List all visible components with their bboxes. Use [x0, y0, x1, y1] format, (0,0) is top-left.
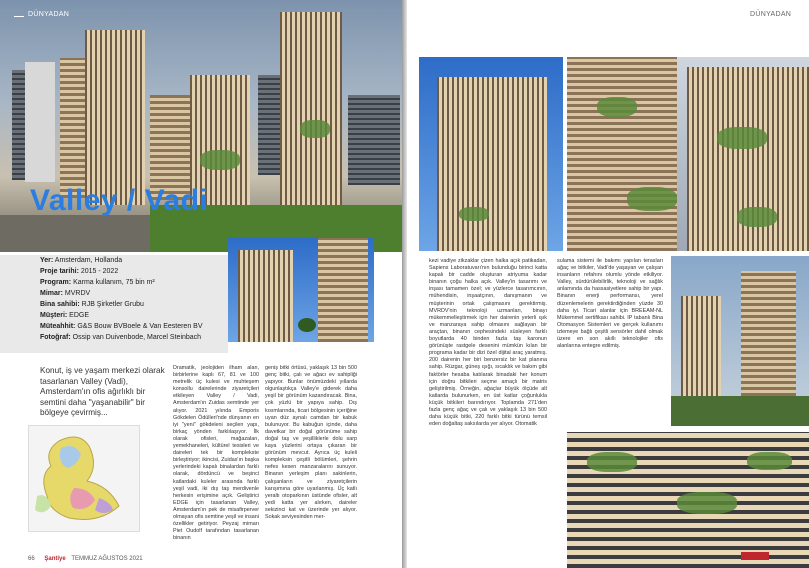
section-label-right: DÜNYADAN — [750, 11, 792, 18]
body-column-1: Dramatik, jeolojiden ilham alan, birbirlerine kaplı 67, 81 ve 100 metrelik üç kulesi ve muhteşem konsollu dairelerinde ziyaretçileri etkileyen Valley / Vadi, Amsterdam'ın Zuidas semtinde yer alıyor. 2021 yılında Emporis Gökdelen Ödülleri'nde dünyanın en iyi "yeni" gökdeleni seçilen yapı, birkaç yönden farklılaşıyor. İlk olarak ofisleri, mağazaları, yemekhaneleri, kültürel tesisleri ve daireleri tek bir komplekste birleştiriyor; ikincisi, Zuidas'ın başka yerlerindeki kapalı binalardan farklı olarak, dördüncü ve beşinci katlardaki kuleler arasında farklı yeşil vadi, iki dış taş merdivenle herkesin erişimine açık. Geliştirici EDGE için tasarlanan Valley, Amsterdam'ın pek de misafirperver olmayan ofis semtine yeşil ve insani özellikler getiriyor. Peyzaj mimarı Piet Oudolf tarafından tasarlanan binanın — [173, 365, 259, 542]
intro-text: Konut, iş ve yaşam merkezi olarak tasarlanan Valley (Vadi), Amsterdam'ın ofis ağırlıklı bir semtini daha "yaşanabilir" bir bölgeye çevirmiş... — [40, 366, 165, 417]
fact-date: Proje tarihi: 2015 - 2022 — [40, 268, 119, 275]
right-body-column-2: sulama sistemi ile bakımı yapılan terasları ağaç ve bitkiler, Vadi'de yaşayan ve çalışan insanların refahını olumlu yönde etkiliyor. Valley, sürdürülebilirlik, teknoloji ve sağlık anlamında da hassasiyetlere sahip bir yapı. Binanın enerji performansı, yerel düzenlemelerin gerektirdiğinden yüzde 30 daha iyi. Ticari alanlar için BREEAM-NL Mükemmel sertifikası sahibi. IP tabanlı Bina Otomasyon Sistemleri ve gerçek kullanımı izlemeye bağlı çeşitli sensörler dahil olmak üzere en son akıllı teknolojiler ofis alanlarına entegre edilmiş. — [557, 258, 663, 350]
article-title: Valley / Vadi — [30, 184, 209, 217]
skyline-photo — [671, 256, 809, 426]
footer-red-mark — [741, 552, 769, 560]
night-facade-photo — [567, 432, 809, 568]
page-number: 66 — [28, 556, 35, 562]
fact-contractor: Müteahhit: G&S Bouw BVBoele & Van Eesteren BV — [40, 323, 203, 330]
fact-program: Program: Karma kullanım, 75 bin m² — [40, 279, 155, 286]
project-facts — [0, 255, 228, 353]
fact-architect: Mimar: MVRDV — [40, 290, 91, 297]
fact-client: Müşteri: EDGE — [40, 312, 90, 319]
section-rule — [14, 16, 24, 17]
left-page — [0, 0, 402, 568]
issue-date: TEMMUZ AĞUSTOS 2021 — [71, 556, 143, 562]
fact-location: Yer: Amsterdam, Hollanda — [40, 257, 123, 264]
section-label: DÜNYADAN — [28, 11, 70, 18]
fact-photo: Fotoğraf: Ossip van Duivenbode, Marcel Steinbach — [40, 334, 202, 341]
tower-top-photo — [419, 57, 563, 251]
tower-photo — [228, 238, 374, 342]
terrace-photo — [567, 57, 809, 251]
site-plan-diagram — [28, 425, 140, 532]
body-column-2: geniş bitki örtüsü, yaklaşık 13 bin 500 genç bitki, çalı ve ağacı ev sahipliği yapıyor. Bunlar önümüzdeki yıllarda olgunlaştıkça Valley'e giderek daha yeşil bir görünüm kazandıracak. Bina, çok yüzlü bir yapıya sahip. Dış kısımlarında, ticari bölgesinin içeriğine uyan düz aynalı camdan bir kabuk bulunuyor. Bu kabuğun içinde, daha davetkar bir doğal görünüme sahip doğal taş ve yeşilliklerle dolu sarp kaya yüzlerini ortaya çıkaran bir görünüm mevcut. Ayrıca üç kuleli kompleksin çeşitli bölümleri, şehrin nefes kesen manzaralarını sunuyor. Binanın yerleşim planı sakinlerin, çalışanların ve ziyaretçilerin karışımına göre uyarlanmış. Üç katlı yeraltı otoparkının üstünde ofisler, alt yedi katta yer alırken, daireler sekizinci kat ve üzerinde yer alıyor. Sokak seviyesinden mer- — [265, 365, 357, 520]
fact-owner: Bina sahibi: RJB Şirketler Grubu — [40, 301, 144, 308]
brand-logo: Şantiye — [44, 556, 66, 562]
right-page — [407, 0, 809, 568]
right-body-column-1: kezi vadiye zikzaklar çizen halka açık patikadan, Sapiens Laboratuvarı'nın bulunduğu birinci katta kapalı bir cadde oluşturan atriyuma kadar binanın çoğu halka açık. Valley'in tasarımı ve inşası tamamen özel; ve yüzlerce tasarımcının, mühendisin, inşaatçının, danışmanın ve müşterinin ortak çalışmasını gerektirmiş. MVRDV'nin teknoloji uzmanları, binayı mükemmelleştirmek için her dairenin yeterli ışık ve manzaraya sahip olmasını sağlayan bir araçtan, binanın cephesindeki süsleyen farklı boyutlarda 40 binden fazla taş karonun görünüşte rastgele desenini mümkün kılan bir programa kadar bir dizi özel dijital araç yaratmış. 200 dairenin her biri benzersiz bir kat planına sahip. Rüzgar, güneş ışığı, sıcaklık ve bakım gibi faktörler hesaba katılarak binadaki her konum için doğru bitkileri seçme amaçlı bir matris geliştirilmiş. Örneğin, ağaçlar büyük ölçüde alt katlarda bulunurken, en üst katlar çoğunlukla küçük bitkileri barındırıyor. Toplamda 271'den fazla genç ağaç ve çalı ve yaklaşık 13 bin 500 daha küçük bitki, 220 farklı bitki türünü temsil eden doğaltaş saksılarda yer alıyor. Otomatik — [429, 258, 547, 428]
page-footer — [28, 556, 143, 562]
